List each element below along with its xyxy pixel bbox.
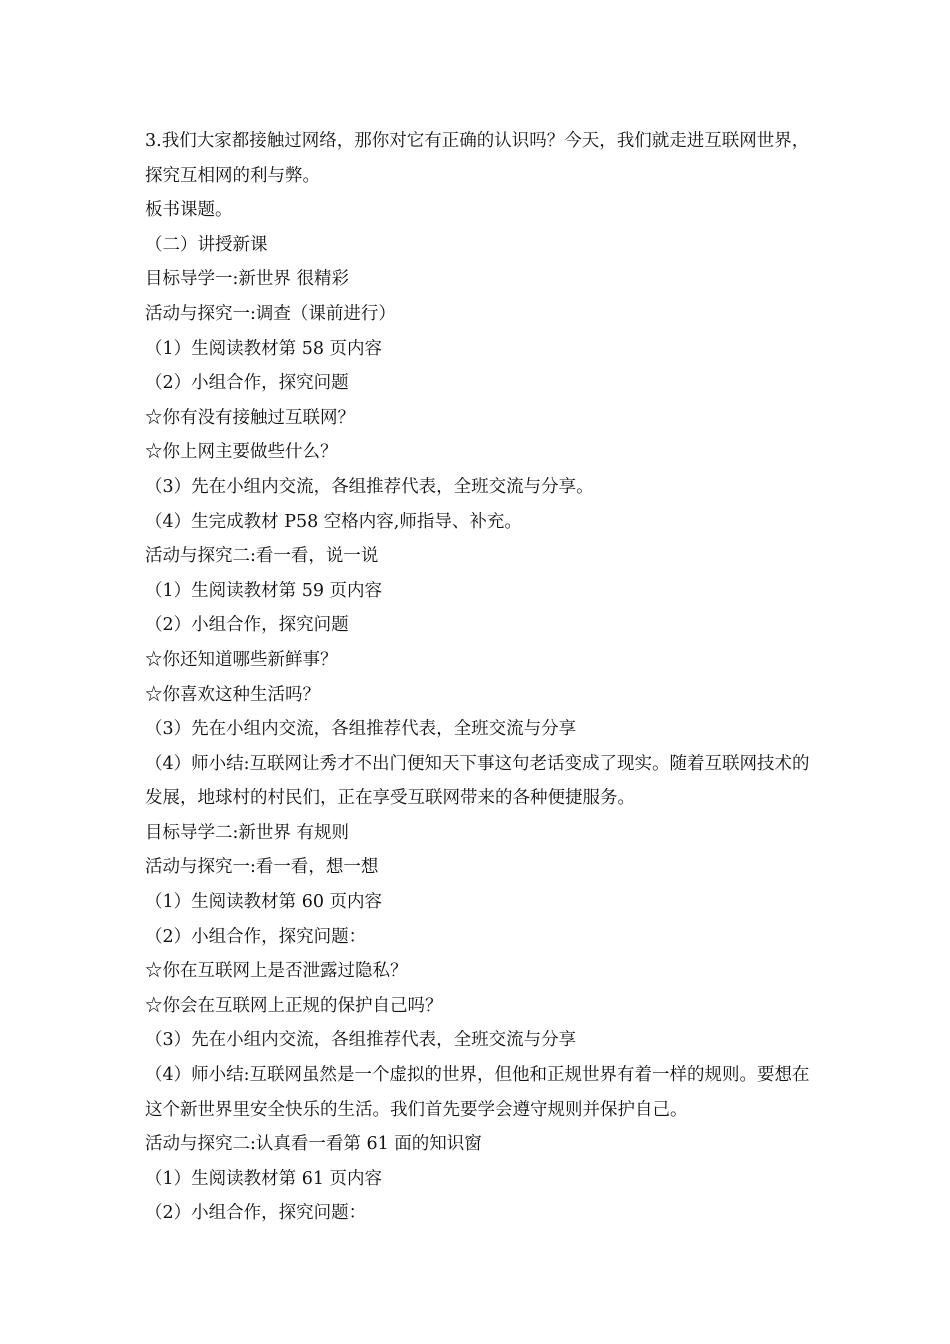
question-item: ☆你喜欢这种生活吗？ <box>145 684 320 705</box>
summary-paragraph: （4）师小结:互联网让秀才不出门便知天下事这句老话变成了现实。随着互联网技术的发展，地球村的村民们，正在享受互联网带来的各种便捷服务。 <box>145 753 810 809</box>
goal-heading-1: 目标导学一:新世界 很精彩 <box>145 269 349 290</box>
list-item: （3）先在小组内交流，各组推荐代表，全班交流与分享 <box>145 719 577 740</box>
board-title-line: 板书课题。 <box>145 200 233 221</box>
activity-heading: 活动与探究一:调查（课前进行） <box>145 303 396 324</box>
list-item: （2）小组合作，探究问题 <box>145 373 349 394</box>
list-item: （3）先在小组内交流，各组推荐代表，全班交流与分享 <box>145 1030 577 1051</box>
goal-heading-2: 目标导学二:新世界 有规则 <box>145 822 349 843</box>
activity-heading: 活动与探究一:看一看，想一想 <box>145 857 379 878</box>
activity-heading: 活动与探究二:认真看一看第 61 面的知识窗 <box>145 1134 482 1155</box>
list-item: （2）小组合作，探究问题 <box>145 615 349 636</box>
summary-paragraph: （4）师小结:互联网虽然是一个虚拟的世界，但他和正规世界有着一样的规则。要想在这个新世界里安全快乐的生活。我们首先要学会遵守规则并保护自己。 <box>145 1065 810 1120</box>
list-item: （2）小组合作，探究问题： <box>145 1203 367 1224</box>
question-item: ☆你在互联网上是否泄露过隐私？ <box>145 961 408 982</box>
list-item: （4）生完成教材 P58 空格内容,师指导、补充。 <box>145 511 522 532</box>
question-item: ☆你上网主要做些什么？ <box>145 442 338 463</box>
activity-heading: 活动与探究二:看一看，说一说 <box>145 546 379 567</box>
document-body <box>145 124 825 1231</box>
list-item: （1）生阅读教材第 61 页内容 <box>145 1168 383 1189</box>
list-item: （1）生阅读教材第 58 页内容 <box>145 338 383 359</box>
section-heading: （二）讲授新课 <box>145 234 268 255</box>
list-item: （1）生阅读教材第 60 页内容 <box>145 892 383 913</box>
question-item: ☆你还知道哪些新鲜事？ <box>145 649 338 670</box>
list-item: （2）小组合作，探究问题： <box>145 926 367 947</box>
list-item: （1）生阅读教材第 59 页内容 <box>145 580 383 601</box>
question-item: ☆你会在互联网上正规的保护自己吗？ <box>145 995 443 1016</box>
intro-paragraph: 3.我们大家都接触过网络，那你对它有正确的认识吗？今天，我们就走进互联网世界，探究互相网的利与弊。 <box>145 131 810 186</box>
list-item: （3）先在小组内交流，各组推荐代表，全班交流与分享。 <box>145 476 594 497</box>
question-item: ☆你有没有接触过互联网？ <box>145 407 355 428</box>
